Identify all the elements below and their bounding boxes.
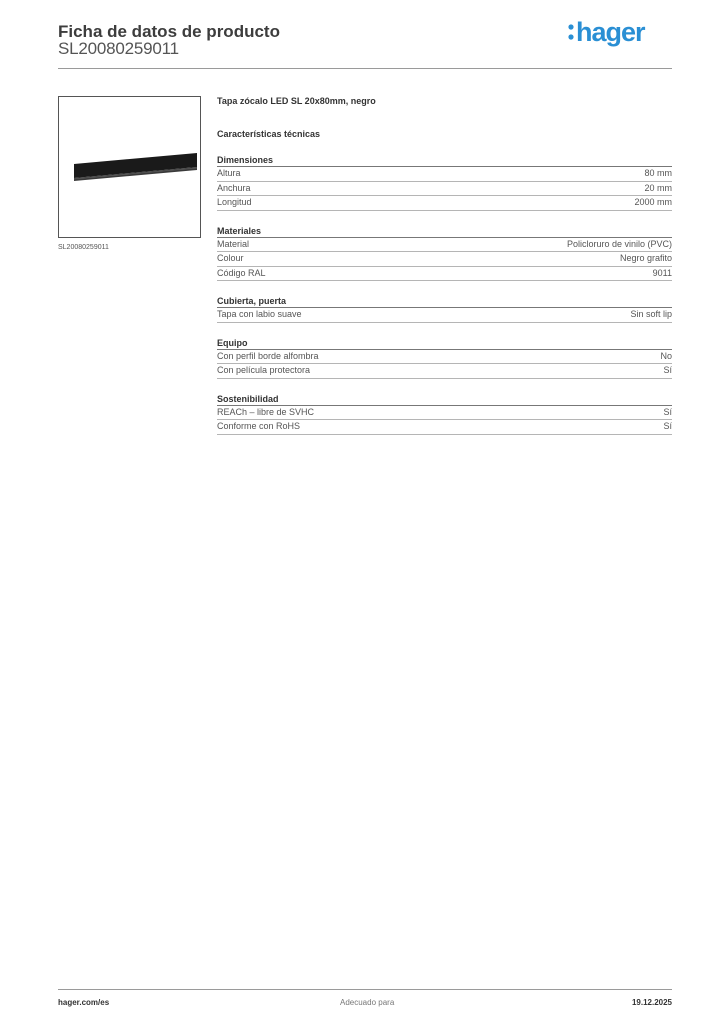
spec-value: Sí — [663, 406, 672, 417]
spec-label: Anchura — [217, 182, 251, 193]
spec-label: Con película protectora — [217, 365, 311, 375]
product-details — [217, 96, 672, 435]
spec-label: Tapa con labio suave — [217, 309, 302, 319]
spec-label: Colour — [217, 253, 244, 263]
hager-logo-icon — [566, 14, 666, 50]
section-title: Dimensiones — [217, 155, 274, 165]
spec-row — [217, 238, 672, 253]
spec-value: No — [660, 350, 672, 361]
spec-table — [217, 405, 672, 435]
section-title: Sostenibilidad — [217, 393, 279, 404]
spec-table — [217, 307, 672, 323]
technical-characteristics-title: Características técnicas — [217, 129, 321, 139]
spec-value: Sin soft lip — [630, 309, 672, 319]
spec-label: Longitud — [217, 197, 252, 207]
spec-table — [217, 349, 672, 379]
product-description: Tapa zócalo LED SL 20x80mm, negro — [217, 96, 376, 106]
product-code: SL20080259011 — [58, 39, 179, 58]
spec-value: Sí — [663, 421, 672, 431]
spec-row — [217, 196, 672, 211]
section-dimensions — [217, 154, 672, 211]
header-divider — [58, 68, 672, 69]
section-title: Materiales — [217, 225, 262, 236]
spec-label: Altura — [217, 168, 241, 178]
footer-center-text: Adecuado para — [340, 998, 395, 1007]
section-cover-door — [217, 295, 672, 323]
section-title: Cubierta, puerta — [217, 296, 287, 306]
spec-value: 2000 mm — [634, 197, 672, 207]
footer-date: 19.12.2025 — [631, 998, 672, 1007]
spec-table — [217, 166, 672, 211]
spec-row — [217, 182, 672, 197]
spec-label: Conforme con RoHS — [217, 421, 301, 431]
spec-value: 80 mm — [644, 168, 672, 178]
spec-label: REACh – libre de SVHC — [217, 406, 315, 417]
hager-logo — [566, 14, 666, 50]
brand-wordmark: hager — [576, 17, 645, 47]
product-image — [58, 96, 201, 238]
spec-row — [217, 308, 672, 323]
spec-row — [217, 364, 672, 379]
spec-table — [217, 237, 672, 282]
footer-website-link[interactable]: hager.com/es — [58, 998, 110, 1007]
spec-row — [217, 420, 672, 435]
spec-row — [217, 350, 672, 365]
spec-label: Material — [217, 238, 250, 249]
skirting-cover-image — [59, 97, 200, 237]
document-title: Ficha de datos de producto — [58, 22, 280, 41]
spec-row — [217, 167, 672, 182]
spec-row — [217, 406, 672, 421]
spec-value: Policloruro de vinilo (PVC) — [566, 238, 672, 249]
footer-divider — [58, 989, 672, 990]
spec-value: Negro grafito — [619, 253, 672, 263]
spec-label: Código RAL — [217, 267, 266, 278]
spec-row — [217, 252, 672, 267]
spec-value: Sí — [663, 365, 672, 375]
section-sustainability — [217, 393, 672, 435]
spec-label: Con perfil borde alfombra — [217, 350, 319, 361]
spec-row — [217, 267, 672, 282]
section-materials — [217, 225, 672, 282]
section-equipment — [217, 337, 672, 379]
spec-value: 9011 — [652, 267, 672, 278]
spec-value: 20 mm — [644, 182, 672, 193]
section-title: Equipo — [217, 337, 248, 348]
image-caption: SL20080259011 — [58, 244, 109, 251]
